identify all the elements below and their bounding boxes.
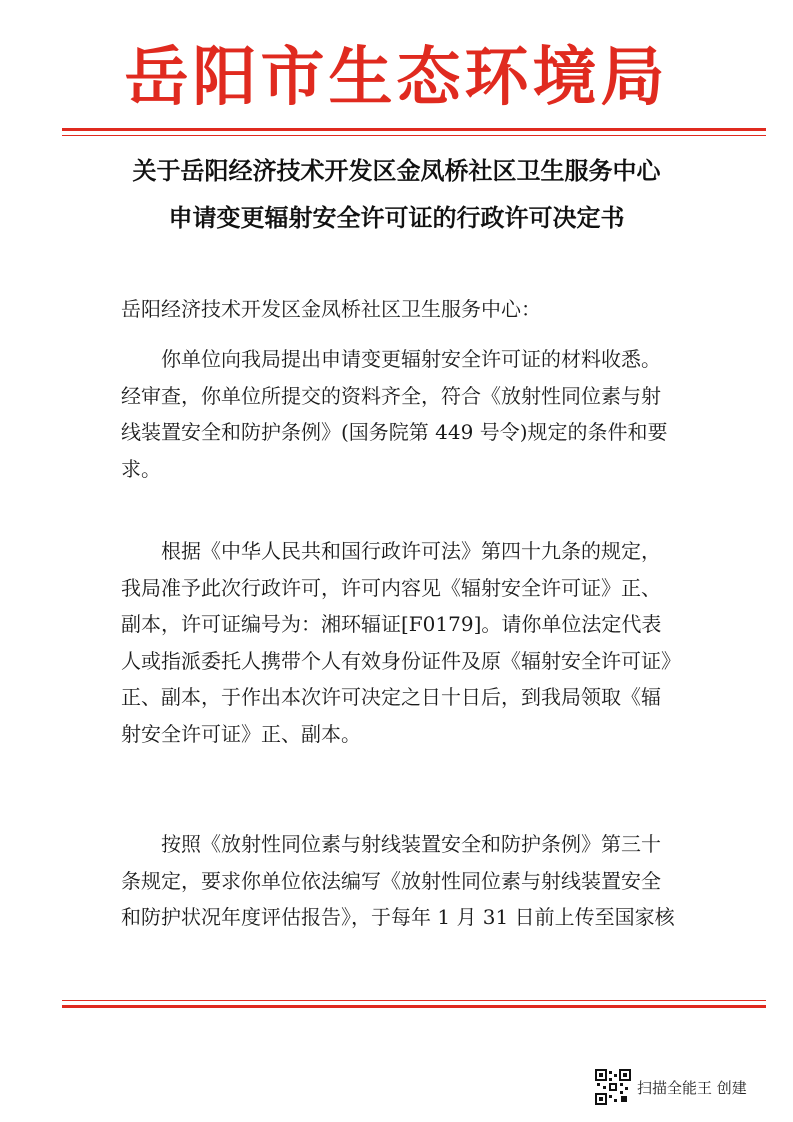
- paragraph-line: 求。: [121, 456, 161, 481]
- letterhead-org-name: 岳阳市生态环境局: [124, 40, 669, 115]
- scanner-watermark-text: 扫描全能王 创建: [637, 1078, 747, 1097]
- paragraph-3: [121, 826, 681, 936]
- paragraph-2: [121, 533, 681, 752]
- qr-code-icon: [595, 1069, 631, 1105]
- letterhead-rule-thin: [62, 135, 766, 136]
- paragraph-line: 你单位向我局提出申请变更辐射安全许可证的材料收悉。: [161, 347, 661, 371]
- paragraph-1: [121, 341, 681, 487]
- addressee: 岳阳经济技术开发区金凤桥社区卫生服务中心：: [121, 297, 541, 321]
- paragraph-line: 人或指派委托人携带个人有效身份证件及原《辐射安全许可证》: [121, 648, 681, 673]
- footer-rule-thin: [62, 1000, 766, 1001]
- document-title-line-2: 申请变更辐射安全许可证的行政许可决定书: [168, 204, 625, 232]
- paragraph-line: 和防护状况年度评估报告》，于每年 1 月 31 日前上传至国家核: [121, 905, 675, 929]
- paragraph-line: 射安全许可证》正、副本。: [121, 721, 361, 746]
- document-title-line-1: 关于岳阳经济技术开发区金凤桥社区卫生服务中心: [132, 157, 661, 185]
- paragraph-line: 线装置安全和防护条例》(国务院第 449 号令)规定的条件和要: [121, 420, 668, 444]
- letterhead-rule-thick: [62, 128, 766, 131]
- scanner-watermark: [595, 1069, 747, 1105]
- paragraph-line: 按照《放射性同位素与射线装置安全和防护条例》第三十: [161, 832, 661, 856]
- paragraph-line: 根据《中华人民共和国行政许可法》第四十九条的规定，: [161, 539, 661, 563]
- paragraph-line: 副本，许可证编号为：湘环辐证[F0179]。请你单位法定代表: [121, 612, 662, 636]
- paragraph-line: 经审查，你单位所提交的资料齐全，符合《放射性同位素与射: [121, 383, 661, 408]
- paragraph-line: 正、副本，于作出本次许可决定之日十日后，到我局领取《辐: [121, 685, 661, 709]
- paragraph-line: 我局准予此次行政许可，许可内容见《辐射安全许可证》正、: [121, 575, 661, 600]
- paragraph-line: 条规定，要求你单位依法编写《放射性同位素与射线装置安全: [121, 868, 661, 893]
- footer-rule-thick: [62, 1005, 766, 1008]
